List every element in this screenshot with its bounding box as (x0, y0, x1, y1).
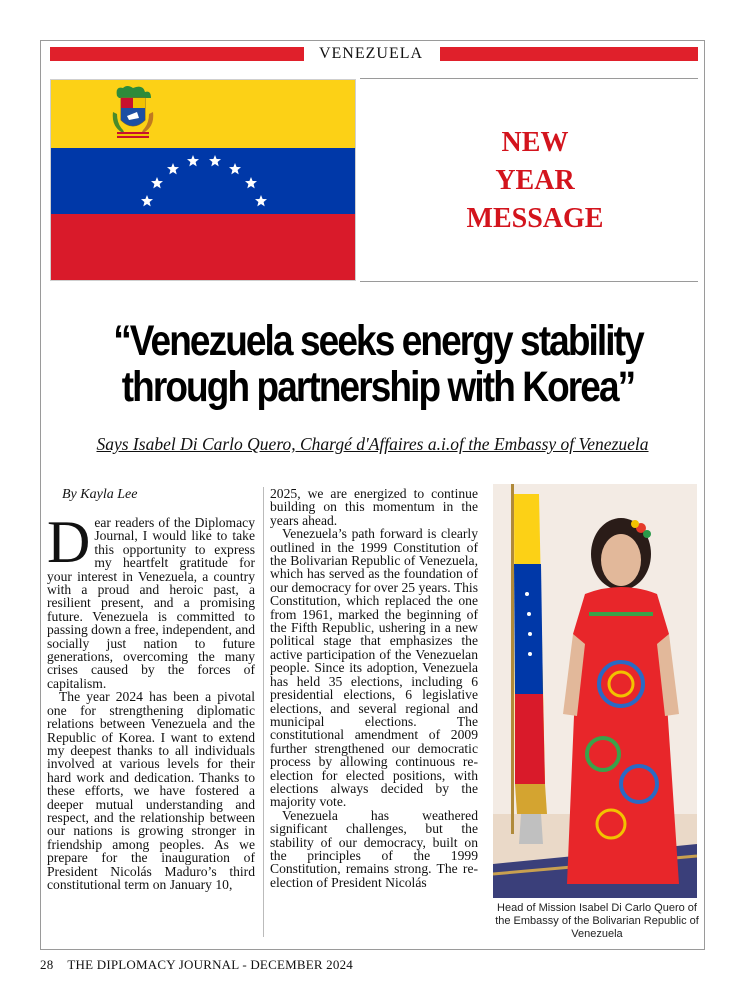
new-year-message-banner: NEW YEAR MESSAGE (466, 127, 604, 234)
coat-of-arms-and-stars (51, 80, 356, 281)
banner-bottom-rule (360, 281, 698, 282)
paragraph-4: Venezuela’s path forward is clearly outlined in the 1999 Constitution of the Bolivarian Republic of Venezuela, which has served as the foundation of our democracy for over 25 years. This Constitution, which replaced the one from 1961, marked the beginning of the Fifth Republic, ushering in a new political stage that emphasizes the active participation of the Venezuelan people. Since its adoption, Venezuela has held 35 elections, including 6 presidential elections, 6 legislative elections, and several regional and municipal elections. The constitutional amendment of 2009 further strengthened our democratic process by allowing continuous re-election for elected positions, with elections always decided by the majority vote. (270, 526, 478, 810)
venezuela-flag-image (50, 79, 356, 281)
paragraph-2: The year 2024 has been a pivotal one for strengthening diplomatic relations between Venezuela and the Republic of Korea. I want to extend my deepest thanks to all individuals involved at various levels for their hard work and dedication. Thanks to these efforts, we have fostered a deeper mutual understanding and respect, and the relationship between our nations is growing stronger in friendship among peoples. As we prepare for the inauguration of President Nicolás Maduro’s third constitutional term on January 10, (47, 689, 255, 892)
paragraph-1: ear readers of the Diplomacy Journal, I would like to take this opportunity to express my heartfelt gratitude for your interest in Venezuela, a country with a proud and heroic past, a resilient present, and a promising future. Venezuela is committed to passing down a free, independent, and socially just nation to future generations, overcoming the many crises caused by the forces of capitalism. (47, 515, 255, 691)
page-footer (40, 957, 367, 973)
photo-caption: Head of Mission Isabel Di Carlo Quero of the Embassy of the Bolivarian Republic of Venezuela (495, 902, 699, 940)
paragraph-3: 2025, we are energized to continue building on this momentum in the years ahead. (270, 486, 478, 528)
article-column-1 (47, 509, 255, 892)
section-bar-right (440, 47, 698, 61)
column-divider (263, 487, 264, 937)
banner-top-rule (360, 78, 698, 79)
paragraph-5: Venezuela has weathered significant challenges, but the stability of our democracy, built on the principles of the 1999 Constitution, remains strong. The re-election of President Nicolás (270, 807, 478, 890)
portrait-photo (493, 484, 697, 898)
section-label: VENEZUELA (318, 45, 424, 62)
drop-cap: D (47, 509, 91, 575)
article-headline: “Venezuela seeks energy stability through partnership with Korea” (113, 317, 643, 411)
byline: By Kayla Lee (62, 487, 138, 502)
article-column-2 (270, 487, 478, 889)
publication-name: THE DIPLOMACY JOURNAL - DECEMBER 2024 (67, 957, 353, 972)
article-deck: Says Isabel Di Carlo Quero, Chargé d'Affaires a.i.of the Embassy of Venezuela (96, 434, 649, 454)
page-number: 28 (40, 957, 54, 972)
section-bar-left (50, 47, 304, 61)
